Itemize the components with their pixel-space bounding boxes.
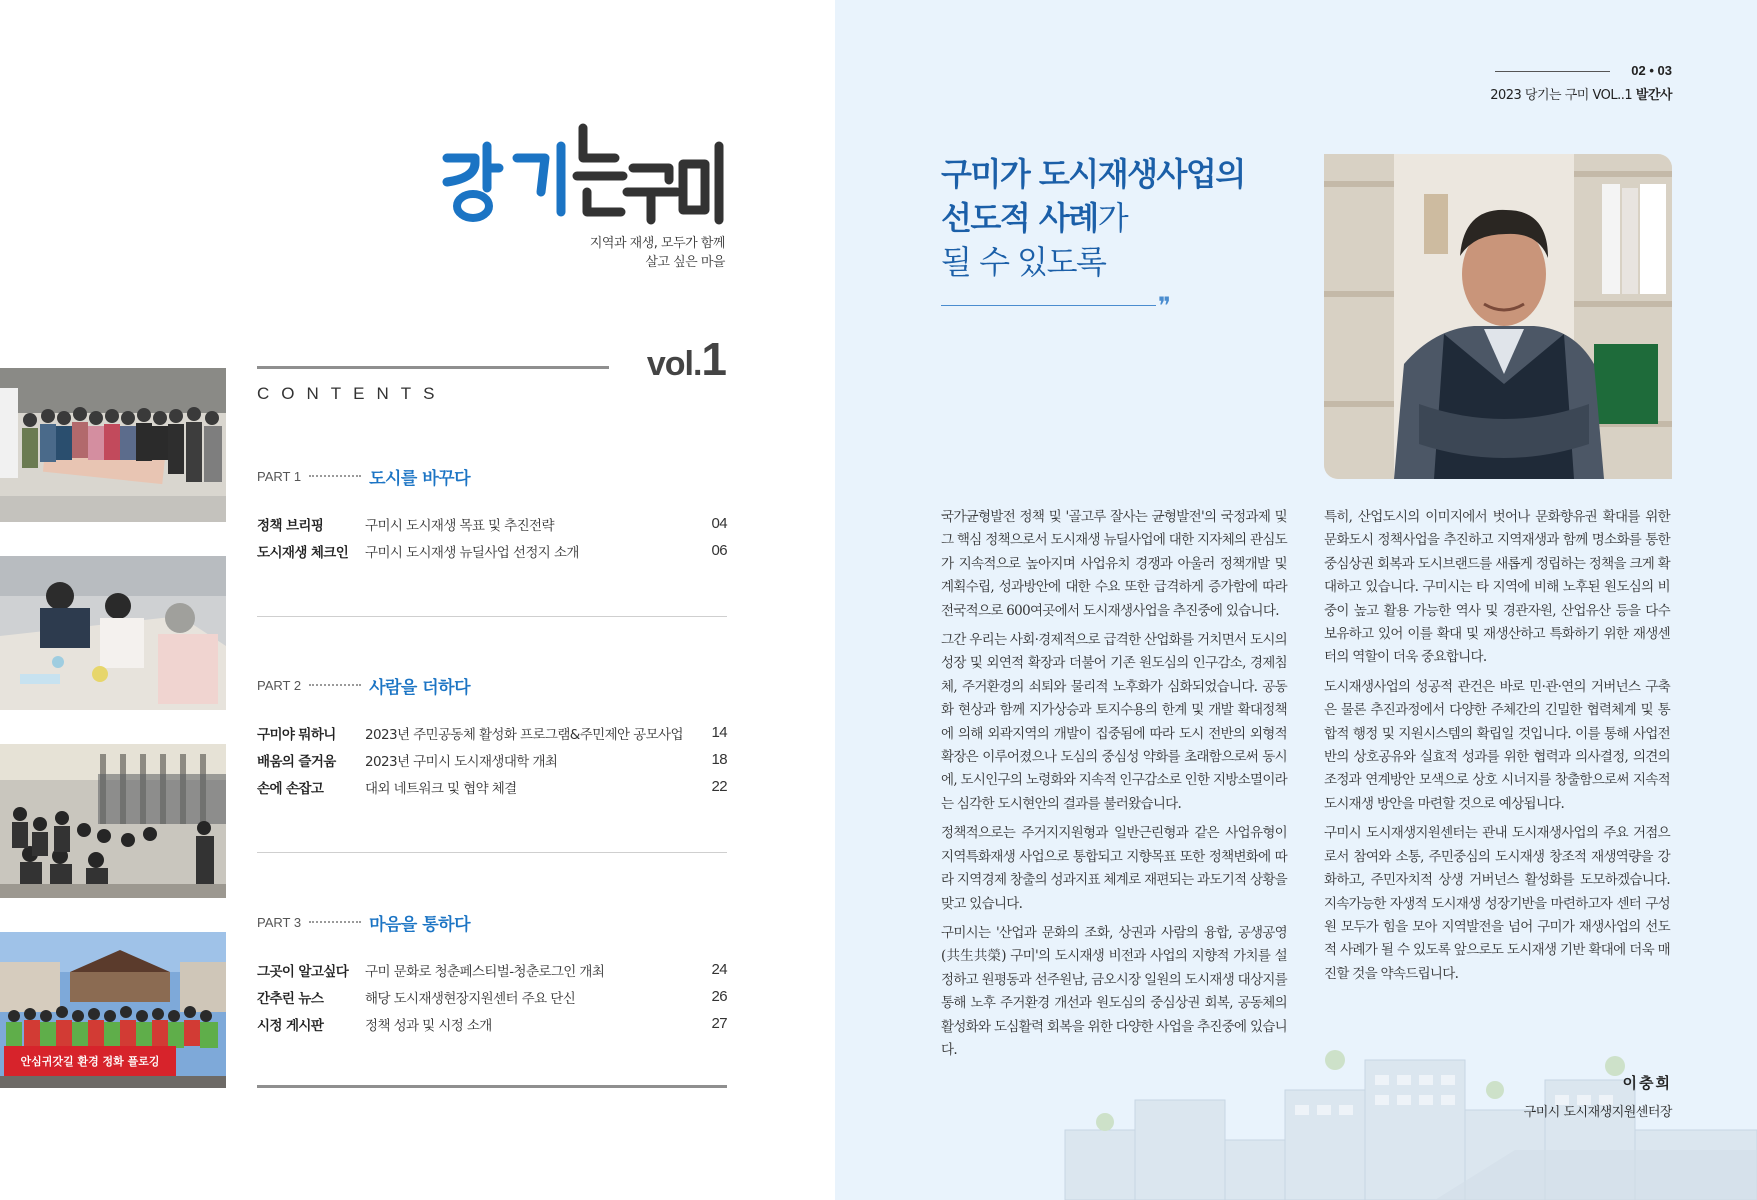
- tagline-line-2: 살고 싶은 마을: [645, 255, 725, 270]
- body-column-2: [1324, 506, 1670, 992]
- toc-entry[interactable]: [257, 1010, 727, 1037]
- section-divider: [257, 852, 727, 853]
- body-paragraph: 국가균형발전 정책 및 '골고루 잘사는 균형발전'의 국정과제 및 그 핵심 정책으로서 도시재생 뉴딜사업에 대한 지자체의 관심도가 지속적으로 높아지며 사업유치 경쟁과 아울러 정책개발 및 계획수립, 성과방안에 대한 수요 또한 급격하게 증가함에 따라 전국적으로 600여곳에서 도시재생사업을 추진중에 있습니다.: [941, 509, 1288, 619]
- headline-line-3: 될 수 있도록: [941, 243, 1106, 281]
- toc-entry[interactable]: [257, 956, 727, 983]
- left-page: [0, 0, 835, 1200]
- toc-category: 도시재생 체크인: [257, 544, 349, 561]
- section-divider: [257, 616, 727, 617]
- magazine-logo: [437, 118, 727, 238]
- toc-category: 정책 브리핑: [257, 517, 324, 534]
- vol-label: vol.: [646, 345, 702, 383]
- running-head-publication: 2023 당기는 구미 VOL..1: [1490, 88, 1633, 103]
- toc-entry[interactable]: [257, 537, 727, 564]
- tagline: [590, 234, 725, 272]
- toc-category: 배움의 즐거움: [257, 753, 336, 770]
- toc-description: 정책 성과 및 시정 소개: [365, 1017, 492, 1034]
- toc-description: 대외 네트워크 및 협약 체결: [365, 780, 517, 797]
- toc-page-number: 26: [711, 988, 727, 1005]
- toc-page-number: 04: [711, 515, 727, 532]
- toc-description: 구미 문화로 청춘페스티벌-청춘로그인 개최: [365, 963, 605, 980]
- part-1-heading: [257, 464, 727, 488]
- dotted-leader: [309, 475, 361, 477]
- body-paragraph: 특히, 산업도시의 이미지에서 벗어나 문화향유권 확대를 위한 문화도시 정책사업을 추진하고 지역재생과 함께 명소화를 통한 중심상권 회복과 도시브랜드를 새롭게 정립하는 정책을 크게 확대하고 있습니다. 구미시는 타 지역에 비해 노후된 원도심의 비중이 높고 활용 가능한 역사 및 경관자원, 산업유산 등을 다수 보유하고 있어 이를 확대 및 재생산하고 특화하기 위한 재생센터의 역할이 더욱 중요합니다.: [1324, 509, 1671, 666]
- body-paragraph: 정책적으로는 주거지지원형과 일반근린형과 같은 사업유형이 지역특화재생 사업으로 통합되고 지향목표 또한 정책변화에 따라 지역경제 창출의 성과지표 체계로 재편되는 과도기적 상황을 맞고 있습니다.: [941, 825, 1288, 912]
- toc-page-number: 18: [711, 751, 727, 768]
- signature-name: 이충희: [1622, 1074, 1672, 1092]
- quote-mark-icon: ❞: [1158, 294, 1171, 320]
- toc-page-number: 24: [711, 961, 727, 978]
- headline-line-1: 구미가 도시재생사업의: [941, 155, 1245, 193]
- toc-description: 2023년 주민공동체 활성화 프로그램&주민제안 공모사업: [365, 726, 683, 743]
- toc-description: 2023년 구미시 도시재생대학 개최: [365, 753, 558, 770]
- toc-entry[interactable]: [257, 746, 727, 773]
- toc-part-3: [257, 910, 727, 1037]
- toc-description: 구미시 도시재생 뉴딜사업 선정지 소개: [365, 544, 579, 561]
- toc-category: 간추린 뉴스: [257, 990, 324, 1007]
- right-page: [835, 0, 1757, 1200]
- toc-page-number: 27: [711, 1015, 727, 1032]
- body-column-1: [941, 506, 1287, 1068]
- part-2-title: 사람을 더하다: [369, 677, 471, 698]
- toc-part-1: [257, 464, 727, 564]
- part-3-label: PART 3: [257, 914, 302, 930]
- photo-group-members: [0, 368, 226, 522]
- dotted-leader: [309, 921, 361, 923]
- toc-entry[interactable]: [257, 719, 727, 746]
- vol-rule: [257, 366, 609, 369]
- part-1-label: PART 1: [257, 468, 302, 484]
- toc-category: 손에 손잡고: [257, 780, 324, 797]
- body-paragraph: 도시재생사업의 성공적 관건은 바로 민·관·연의 거버넌스 구축은 물론 추진과정에서 다양한 주체간의 긴밀한 협력체계 및 통합적 행정 및 지원시스템의 확립일 것입니다. 이를 통해 사업전반의 상호공유와 실효적 성과를 위한 협력과 의사결정, 의견의 조정과 연계방안 모색으로 상호 시너지를 창출함으로써 지속적 도시재생 방안을 마련할 것으로 예상됩니다.: [1324, 678, 1670, 812]
- toc-category: 그곳이 알고싶다: [257, 963, 349, 980]
- page-title: [941, 152, 1245, 284]
- part-3-title: 마음을 통하다: [369, 914, 471, 935]
- toc-page-number: 06: [711, 542, 727, 559]
- body-paragraph: 구미시 도시재생지원센터는 관내 도시재생사업의 주요 거점으로서 참여와 소통, 주민중심의 도시재생 창조적 재생역량을 강화하고, 주민자치적 상생 거버넌스 활성화를 도모하겠습니다. 지속가능한 자생적 도시재생 성장기반을 마련하고자 센터 구성원 모두가 힘을 모아 지역발전을 넘어 구미가 재생사업의 선도적 사례가 될 수 있도록 앞으로도 도시재생 기반 확대에 더욱 매진할 것을 약속드립니다.: [1324, 825, 1670, 982]
- part-2-heading: [257, 673, 727, 697]
- toc-category: 시정 게시판: [257, 1017, 324, 1034]
- body-paragraph: 그간 우리는 사회·경제적으로 급격한 산업화를 거치면서 도시의 성장 및 외연적 확장과 더불어 기존 원도심의 인구감소, 경제침체, 주거환경의 쇠퇴와 물리적 노후화가 심화되었습니다. 공동화 현상과 함께 지가상승과 토지수용의 한계 및 개발 확대정책에 의해 외곽지역의 개발이 집중됨에 따라 도시 전반의 외형적 확장은 이루어졌으나 도심의 중심성 약화를 초래함으로써 동시에, 도시인구의 노령화와 지속적 인구감소로 인한 지방소멸이라는 심각한 도시현안의 결과를 불러왔습니다.: [941, 632, 1288, 812]
- signature-role: 구미시 도시재생지원센터장: [1523, 1105, 1672, 1120]
- body-paragraph: 구미시는 '산업과 문화의 조화, 상권과 사람의 융합, 공생공영(共生共榮) 구미'의 도시재생 비전과 사업의 지향적 가치를 설정하고 원평동과 선주원남, 금오시장 일원의 도시재생 대상지를 통해 노후 주거환경 개선과 원도심의 중심상권 회복, 공동체의 활성화와 도심활력 회복을 위한 다양한 사업을 추진중에 있습니다.: [941, 924, 1288, 1058]
- toc-entry[interactable]: [257, 983, 727, 1010]
- portrait-photo: [1324, 154, 1672, 479]
- toc-page-number: 22: [711, 778, 727, 795]
- contents-heading: CONTENTS: [257, 384, 447, 403]
- signature: [1524, 1072, 1672, 1120]
- part-3-heading: [257, 910, 727, 934]
- toc-page-number: 14: [711, 724, 727, 741]
- photo-banner-text: 안심귀갓길 환경 정화 플로깅: [20, 1055, 160, 1068]
- volume-number: [647, 332, 727, 386]
- headline-underline: [941, 305, 1156, 306]
- running-head-section: 발간사: [1635, 88, 1672, 103]
- toc-part-2: [257, 673, 727, 800]
- tagline-line-1: 지역과 재생, 모두가 함께: [589, 236, 725, 251]
- page-number-rule: [1495, 71, 1610, 72]
- contents-bottom-rule: [257, 1085, 727, 1088]
- toc-description: 구미시 도시재생 목표 및 추진전략: [365, 517, 554, 534]
- toc-entry[interactable]: [257, 510, 727, 537]
- toc-description: 해당 도시재생현장지원센터 주요 단신: [365, 990, 576, 1007]
- part-1-title: 도시를 바꾸다: [369, 468, 471, 489]
- running-head: [1490, 84, 1672, 103]
- photo-craft-class: [0, 556, 226, 710]
- dotted-leader: [309, 684, 361, 686]
- photo-plogging-event: [0, 932, 226, 1088]
- vol-digit: 1: [701, 333, 727, 385]
- part-2-label: PART 2: [257, 677, 302, 693]
- headline-line-2-bold: 선도적 사례: [941, 199, 1098, 237]
- toc-category: 구미야 뭐하니: [257, 726, 336, 743]
- page-numbers: 02 • 03: [1631, 63, 1672, 78]
- photo-street-crowd: [0, 744, 226, 898]
- headline-line-2-normal: 가: [1097, 199, 1128, 237]
- toc-entry[interactable]: [257, 773, 727, 800]
